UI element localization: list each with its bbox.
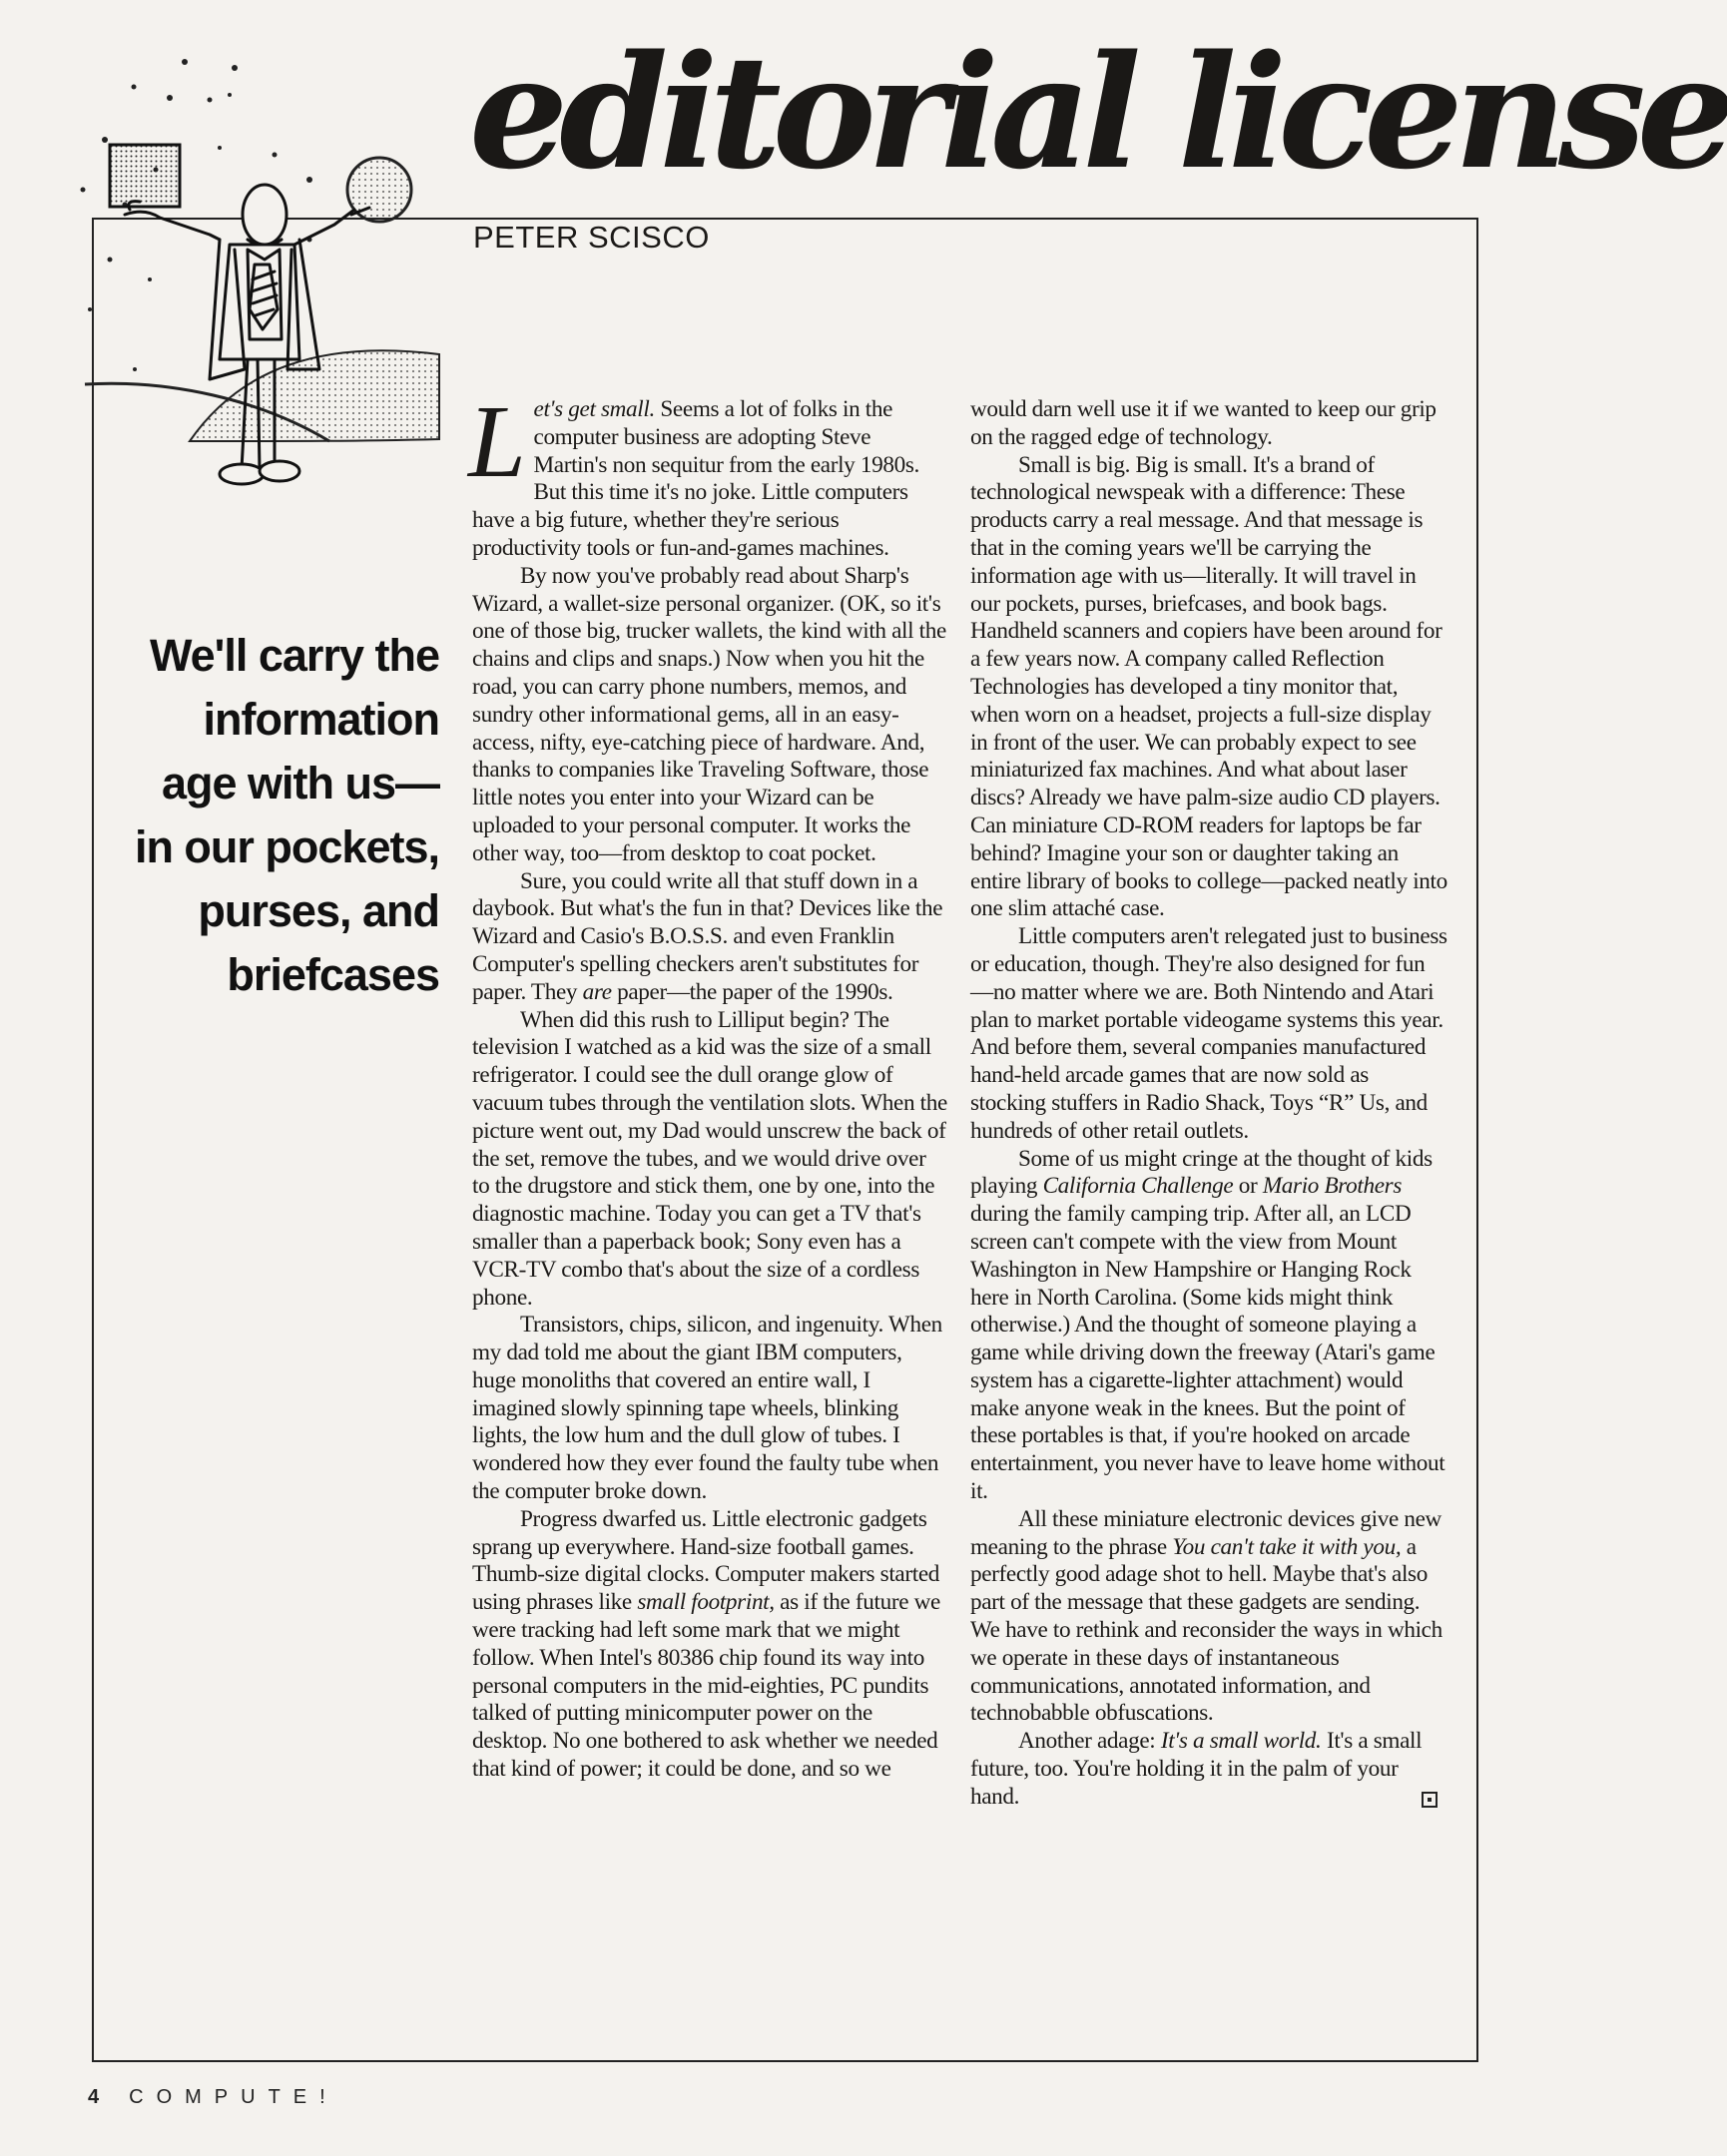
pull-quote-line: information [203,694,439,745]
juggler-illustration [70,40,459,519]
article-paragraph: would darn well use it if we wanted to keep our grip on the ragged edge of technology. [970,396,1437,450]
article-paragraph: Some of us might cringe at the thought of kids playing California Challenge or Mario Brothers during the family camping trip. After all, an LCD screen can't compete with the view from Mount Washington in New Hampshire or Hanging Rock here in North Carolina. (Some kids might think otherwise.) And the thought of someone playing a game while driving down the freeway (Atari's game system has a cigarette-lighter attachment) would make anyone weak in the knees. But the point of these portables is that, if you're hooked on arcade entertainment, you never have to leave home without it. [970,1145,1445,1505]
page-number: 4 [88,2086,100,2108]
article-paragraph: Sure, you could write all that stuff down in a daybook. But what's the fun in that? Devices like the Wizard and Casio's B.O.S.S. and even Franklin Computer's spelling checkers aren't substitutes for paper. They are paper—the paper of the 1990s. [472,867,943,1005]
article-column-1 [468,384,947,1784]
end-of-article-icon [1422,1792,1438,1808]
pull-quote-line: age with us— [161,758,439,808]
byline-author: PETER SCISCO [473,220,710,255]
article-paragraph: Another adage: It's a small world. It's a small future, too. You're holding it in the palm of your hand. [970,1728,1447,1811]
article-paragraph: Progress dwarfed us. Little electronic gadgets sprang up everywhere. Hand-size football games. Thumb-size digital clocks. Computer makers started using phrases like small footprint, as if the future we were tracking had left some mark that we might follow. When Intel's 80386 chip found its way into personal computers in the mid-eighties, PC pundits talked of putting minicomputer power on the desktop. No one bothered to ask whether we needed that kind of power; it could be done, and so we [472,1505,940,1783]
article-paragraph: By now you've probably read about Sharp's Wizard, a wallet-size personal organizer. (OK, so it's one of those big, trucker wallets, the kind with all the chains and clips and snaps.) Now when you hit the road, you can carry phone numbers, memos, and sundry other informational gems, all in an easy-access, nifty, eye-catching piece of hardware. And, thanks to companies like Traveling Software, those little notes you enter into your Wizard can be uploaded to your personal computer. It works the other way, too—from desktop to coat pocket. [472,562,946,866]
pull-quote [80,624,439,1007]
pull-quote-line: briefcases [227,949,439,1000]
article-paragraph: Transistors, chips, silicon, and ingenuity. When my dad told me about the giant IBM computers, huge monoliths that covered an entire wall, I imagined slowly spinning tape wheels, blinking lights, the low hum and the dull glow of tubes. I wondered how they ever found the faulty tube when the computer broke down. [472,1312,942,1505]
magazine-name: COMPUTE! [129,2086,338,2108]
article-column-2 [970,396,1447,1812]
article-paragraph: Little computers aren't relegated just to business or education, though. They're also designed for fun—no matter where we are. Both Nintendo and Atari plan to market portable videogame systems this year. And before them, several companies manufactured hand-held arcade games that are now sold as stocking stuffers in Radio Shack, Toys “R” Us, and hundreds of other retail outlets. [970,923,1447,1144]
page-footer [88,2086,338,2109]
article-paragraph: Small is big. Big is small. It's a brand of technological newspeak with a difference: These products carry a real message. And that message is that in the coming years we'll be carrying the information age with us—literally. It will travel in our pockets, purses, briefcases, and book bags. Handheld scanners and copiers have been around for a few years now. A company called Reflection Technologies has developed a tiny monitor that, when worn on a headset, projects a full-size display in front of the user. We can probably expect to see miniaturized fax machines. And what about laser discs? Already we have palm-size audio CD players. Can miniature CD-ROM readers for laptops be far behind? Imagine your son or daughter taking an entire library of books to college—packed neatly into one slim attaché case. [970,451,1447,922]
article-paragraph: Let's get small. Seems a lot of folks in the computer business are adopting Steve Martin's non sequitur from the early 1980s. But this time it's no joke. Little computers have a big future, whether they're serious productivity tools or fun-and-games machines. [468,384,919,561]
section-title: editorial license [469,21,1727,204]
pull-quote-line: purses, and [198,885,439,936]
pull-quote-line: We'll carry the [149,630,439,681]
article-paragraph: When did this rush to Lilliput begin? The television I watched as a kid was the size of a small refrigerator. I could see the dull orange glow of vacuum tubes through the ventilation slots. When the picture went out, my Dad would unscrew the back of the set, remove the tubes, and we would drive over to the drugstore and stick them, one by one, into the diagnostic machine. Today you can get a TV that's smaller than a paperback book; Sony even has a VCR-TV combo that's about the size of a cordless phone. [472,1006,947,1311]
drop-cap: L [468,384,526,499]
pull-quote-line: in our pockets, [134,821,439,872]
article-paragraph: All these miniature electronic devices give new meaning to the phrase You can't take it with you, a perfectly good adage shot to hell. Maybe that's also part of the message that these gadgets are sending. We have to rethink and reconsider the ways in which we operate in these days of instantaneous communications, annotated information, and technobabble obfuscations. [970,1505,1442,1727]
